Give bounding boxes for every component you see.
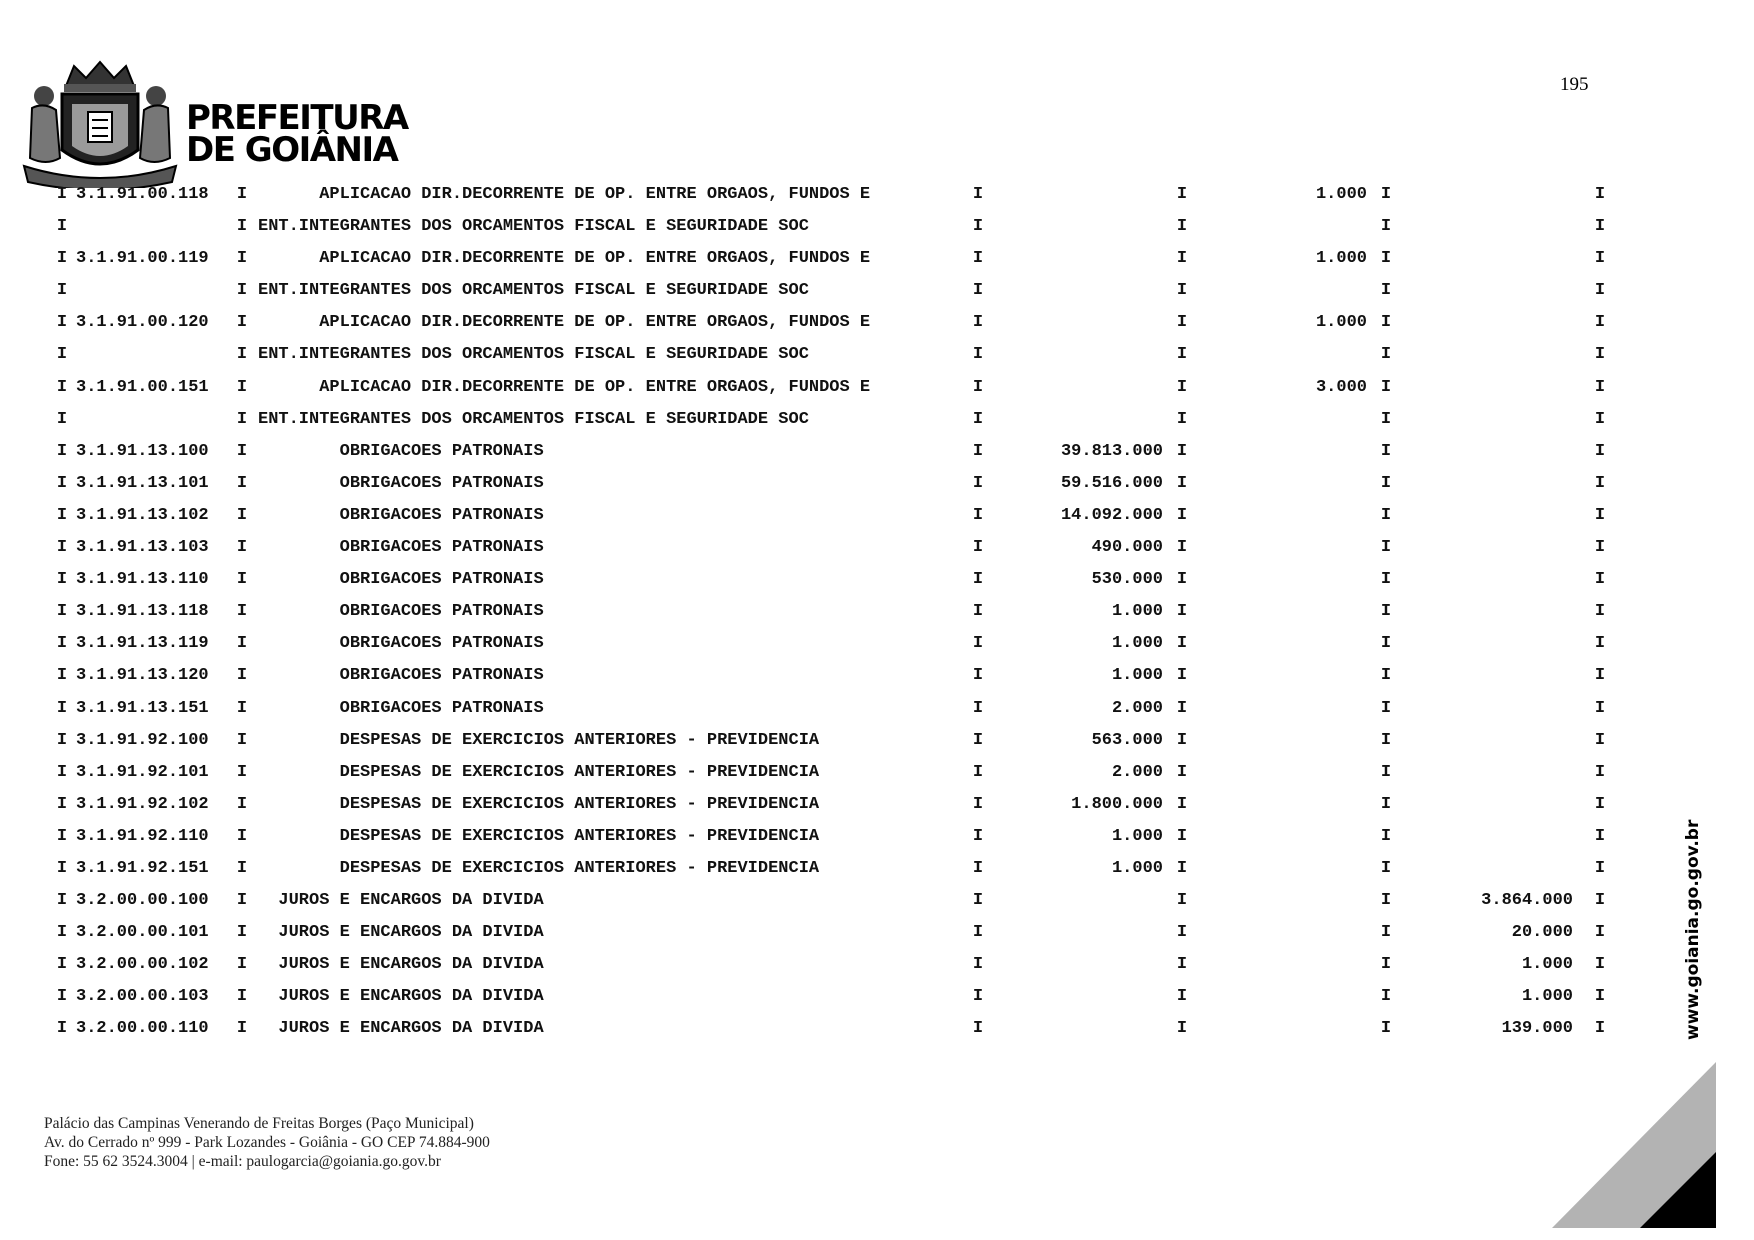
table-row (0, 344, 1754, 376)
column-separator: I (56, 1019, 68, 1039)
column-separator: I (1380, 891, 1392, 911)
value-column-2: 1.000 (1315, 249, 1367, 269)
value-column-1: 1.000 (1111, 634, 1163, 654)
account-description: OBRIGACOES PATRONAIS (258, 698, 544, 718)
column-separator: I (236, 634, 248, 654)
column-separator: I (1594, 794, 1606, 814)
table-row (0, 826, 1754, 858)
column-separator: I (1176, 698, 1188, 718)
column-separator: I (1594, 409, 1606, 429)
column-separator: I (1176, 923, 1188, 943)
column-separator: I (1594, 377, 1606, 397)
column-separator: I (56, 570, 68, 590)
column-separator: I (236, 730, 248, 750)
column-separator: I (1380, 858, 1392, 878)
column-separator: I (1594, 345, 1606, 365)
column-separator: I (1176, 281, 1188, 301)
column-separator: I (236, 345, 248, 365)
account-description: OBRIGACOES PATRONAIS (258, 505, 544, 525)
table-row (0, 665, 1754, 697)
account-description: APLICACAO DIR.DECORRENTE DE OP. ENTRE ORGAOS, FUNDOS E (258, 377, 871, 397)
prefeitura-logo (16, 58, 408, 188)
account-code: 3.1.91.13.101 (76, 473, 209, 493)
column-separator: I (972, 441, 984, 461)
footer-line-3: Fone: 55 62 3524.3004 | e-mail: paulogarcia@goiania.go.gov.br (44, 1153, 441, 1170)
column-separator: I (56, 891, 68, 911)
column-separator: I (1176, 473, 1188, 493)
table-row (0, 986, 1754, 1018)
footer-line-1: Palácio das Campinas Venerando de Freitas Borges (Paço Municipal) (44, 1115, 474, 1132)
column-separator: I (1380, 826, 1392, 846)
account-code: 3.2.00.00.100 (76, 891, 209, 911)
column-separator: I (972, 698, 984, 718)
column-separator: I (1176, 313, 1188, 333)
account-description: OBRIGACOES PATRONAIS (258, 666, 544, 686)
logo-line-2: DE GOIÂNIA (186, 130, 398, 170)
column-separator: I (1594, 313, 1606, 333)
column-separator: I (972, 505, 984, 525)
column-separator: I (972, 666, 984, 686)
column-separator: I (1594, 185, 1606, 204)
column-separator: I (56, 634, 68, 654)
value-column-3: 20.000 (1511, 923, 1573, 943)
column-separator: I (972, 313, 984, 333)
value-column-3: 1.000 (1521, 955, 1573, 975)
column-separator: I (972, 185, 984, 204)
table-row (0, 762, 1754, 794)
column-separator: I (1176, 762, 1188, 782)
column-separator: I (1176, 987, 1188, 1007)
column-separator: I (1594, 891, 1606, 911)
value-column-1: 2.000 (1111, 762, 1163, 782)
column-separator: I (1594, 634, 1606, 654)
column-separator: I (1380, 505, 1392, 525)
column-separator: I (236, 858, 248, 878)
value-column-1: 2.000 (1111, 698, 1163, 718)
column-separator: I (236, 923, 248, 943)
footer-address (44, 1114, 490, 1171)
column-separator: I (972, 634, 984, 654)
column-separator: I (56, 858, 68, 878)
column-separator: I (56, 826, 68, 846)
table-row (0, 280, 1754, 312)
column-separator: I (1380, 602, 1392, 622)
column-separator: I (1594, 473, 1606, 493)
value-column-2: 3.000 (1315, 377, 1367, 397)
table-row (0, 794, 1754, 826)
column-separator: I (972, 891, 984, 911)
table-row (0, 698, 1754, 730)
column-separator: I (1594, 923, 1606, 943)
column-separator: I (1594, 858, 1606, 878)
column-separator: I (972, 473, 984, 493)
column-separator: I (1594, 602, 1606, 622)
account-description: ENT.INTEGRANTES DOS ORCAMENTOS FISCAL E SEGURIDADE SOC (258, 281, 809, 301)
column-separator: I (236, 666, 248, 686)
column-separator: I (1380, 249, 1392, 269)
table-row (0, 248, 1754, 280)
value-column-2: 1.000 (1315, 185, 1367, 204)
column-separator: I (56, 377, 68, 397)
account-code: 3.1.91.92.100 (76, 730, 209, 750)
column-separator: I (56, 249, 68, 269)
column-separator: I (1176, 634, 1188, 654)
value-column-1: 39.813.000 (1060, 441, 1163, 461)
table-row (0, 730, 1754, 762)
column-separator: I (972, 377, 984, 397)
column-separator: I (56, 281, 68, 301)
column-separator: I (972, 858, 984, 878)
column-separator: I (972, 570, 984, 590)
column-separator: I (1380, 281, 1392, 301)
corner-decoration (1552, 1062, 1716, 1228)
column-separator: I (1380, 185, 1392, 204)
account-description: DESPESAS DE EXERCICIOS ANTERIORES - PREVIDENCIA (258, 762, 820, 782)
column-separator: I (972, 217, 984, 237)
column-separator: I (236, 281, 248, 301)
value-column-1: 1.000 (1111, 858, 1163, 878)
column-separator: I (1176, 345, 1188, 365)
table-row (0, 473, 1754, 505)
column-separator: I (236, 762, 248, 782)
column-separator: I (972, 794, 984, 814)
column-separator: I (56, 217, 68, 237)
account-description: ENT.INTEGRANTES DOS ORCAMENTOS FISCAL E SEGURIDADE SOC (258, 345, 809, 365)
column-separator: I (1380, 217, 1392, 237)
column-separator: I (1176, 730, 1188, 750)
column-separator: I (236, 602, 248, 622)
column-separator: I (236, 794, 248, 814)
table-row (0, 954, 1754, 986)
account-description: OBRIGACOES PATRONAIS (258, 602, 544, 622)
column-separator: I (972, 1019, 984, 1039)
value-column-1: 1.000 (1111, 826, 1163, 846)
value-column-1: 1.000 (1111, 666, 1163, 686)
column-separator: I (1594, 217, 1606, 237)
column-separator: I (236, 1019, 248, 1039)
column-separator: I (1176, 185, 1188, 204)
table-row (0, 858, 1754, 890)
account-code: 3.1.91.00.120 (76, 313, 209, 333)
account-code: 3.1.91.92.110 (76, 826, 209, 846)
account-description: APLICACAO DIR.DECORRENTE DE OP. ENTRE ORGAOS, FUNDOS E (258, 185, 871, 204)
column-separator: I (56, 698, 68, 718)
account-code: 3.1.91.13.120 (76, 666, 209, 686)
column-separator: I (1594, 987, 1606, 1007)
column-separator: I (1176, 794, 1188, 814)
column-separator: I (1594, 666, 1606, 686)
value-column-3: 3.864.000 (1481, 891, 1573, 911)
account-description: JUROS E ENCARGOS DA DIVIDA (258, 987, 544, 1007)
column-separator: I (56, 730, 68, 750)
column-separator: I (1380, 313, 1392, 333)
column-separator: I (972, 923, 984, 943)
column-separator: I (972, 730, 984, 750)
account-code: 3.1.91.13.118 (76, 602, 209, 622)
column-separator: I (1594, 762, 1606, 782)
value-column-1: 563.000 (1091, 730, 1163, 750)
column-separator: I (56, 987, 68, 1007)
value-column-2: 1.000 (1315, 313, 1367, 333)
column-separator: I (972, 602, 984, 622)
column-separator: I (1380, 538, 1392, 558)
column-separator: I (56, 923, 68, 943)
account-description: OBRIGACOES PATRONAIS (258, 570, 544, 590)
account-code: 3.1.91.92.151 (76, 858, 209, 878)
table-row (0, 184, 1754, 216)
column-separator: I (1380, 1019, 1392, 1039)
table-row (0, 1018, 1754, 1050)
account-code: 3.2.00.00.102 (76, 955, 209, 975)
account-code: 3.1.91.13.151 (76, 698, 209, 718)
account-description: OBRIGACOES PATRONAIS (258, 538, 544, 558)
column-separator: I (1594, 955, 1606, 975)
column-separator: I (1176, 505, 1188, 525)
column-separator: I (236, 826, 248, 846)
account-description: APLICACAO DIR.DECORRENTE DE OP. ENTRE ORGAOS, FUNDOS E (258, 313, 871, 333)
column-separator: I (1594, 441, 1606, 461)
account-description: DESPESAS DE EXERCICIOS ANTERIORES - PREVIDENCIA (258, 826, 820, 846)
column-separator: I (972, 249, 984, 269)
account-description: JUROS E ENCARGOS DA DIVIDA (258, 923, 544, 943)
column-separator: I (1176, 409, 1188, 429)
column-separator: I (56, 345, 68, 365)
column-separator: I (972, 987, 984, 1007)
column-separator: I (236, 505, 248, 525)
column-separator: I (1594, 730, 1606, 750)
logo-wordmark (186, 98, 408, 170)
value-column-1: 530.000 (1091, 570, 1163, 590)
column-separator: I (1176, 249, 1188, 269)
logo-line-1: PREFEITURA (186, 98, 408, 138)
website-url: www.goiania.go.gov.br (1683, 819, 1703, 1040)
column-separator: I (56, 666, 68, 686)
account-code: 3.1.91.00.151 (76, 377, 209, 397)
account-description: ENT.INTEGRANTES DOS ORCAMENTOS FISCAL E SEGURIDADE SOC (258, 409, 809, 429)
account-code: 3.1.91.00.119 (76, 249, 209, 269)
column-separator: I (1594, 826, 1606, 846)
table-row (0, 216, 1754, 248)
column-separator: I (1176, 826, 1188, 846)
column-separator: I (56, 185, 68, 204)
column-separator: I (1380, 923, 1392, 943)
column-separator: I (972, 538, 984, 558)
account-description: ENT.INTEGRANTES DOS ORCAMENTOS FISCAL E SEGURIDADE SOC (258, 217, 809, 237)
column-separator: I (1176, 538, 1188, 558)
column-separator: I (1176, 858, 1188, 878)
table-row (0, 537, 1754, 569)
column-separator: I (972, 826, 984, 846)
footer-line-2: Av. do Cerrado nº 999 - Park Lozandes - Goiânia - GO CEP 74.884-900 (44, 1134, 490, 1151)
account-description: JUROS E ENCARGOS DA DIVIDA (258, 891, 544, 911)
table-row (0, 633, 1754, 665)
column-separator: I (972, 955, 984, 975)
column-separator: I (56, 794, 68, 814)
column-separator: I (1594, 505, 1606, 525)
column-separator: I (1176, 217, 1188, 237)
column-separator: I (236, 409, 248, 429)
column-separator: I (1380, 794, 1392, 814)
account-code: 3.1.91.13.103 (76, 538, 209, 558)
account-code: 3.2.00.00.103 (76, 987, 209, 1007)
table-row (0, 441, 1754, 473)
column-separator: I (1380, 570, 1392, 590)
column-separator: I (1380, 345, 1392, 365)
column-separator: I (1380, 377, 1392, 397)
account-description: OBRIGACOES PATRONAIS (258, 634, 544, 654)
column-separator: I (236, 217, 248, 237)
column-separator: I (1176, 666, 1188, 686)
column-separator: I (1176, 1019, 1188, 1039)
column-separator: I (56, 602, 68, 622)
value-column-3: 139.000 (1501, 1019, 1573, 1039)
column-separator: I (1380, 634, 1392, 654)
column-separator: I (56, 762, 68, 782)
table-row (0, 312, 1754, 344)
account-description: OBRIGACOES PATRONAIS (258, 441, 544, 461)
column-separator: I (1594, 1019, 1606, 1039)
column-separator: I (1176, 570, 1188, 590)
table-row (0, 601, 1754, 633)
column-separator: I (56, 505, 68, 525)
account-code: 3.1.91.13.102 (76, 505, 209, 525)
column-separator: I (1594, 281, 1606, 301)
column-separator: I (236, 377, 248, 397)
column-separator: I (56, 473, 68, 493)
column-separator: I (56, 441, 68, 461)
account-code: 3.2.00.00.101 (76, 923, 209, 943)
column-separator: I (56, 409, 68, 429)
column-separator: I (1594, 538, 1606, 558)
page-number: 195 (1560, 74, 1589, 95)
column-separator: I (1380, 473, 1392, 493)
account-description: JUROS E ENCARGOS DA DIVIDA (258, 1019, 544, 1039)
column-separator: I (1176, 955, 1188, 975)
account-description: DESPESAS DE EXERCICIOS ANTERIORES - PREVIDENCIA (258, 794, 820, 814)
account-code: 3.1.91.00.118 (76, 185, 209, 204)
value-column-1: 59.516.000 (1060, 473, 1163, 493)
column-separator: I (56, 313, 68, 333)
account-code: 3.1.91.13.119 (76, 634, 209, 654)
column-separator: I (236, 249, 248, 269)
value-column-1: 14.092.000 (1060, 505, 1163, 525)
value-column-1: 490.000 (1091, 538, 1163, 558)
account-description: OBRIGACOES PATRONAIS (258, 473, 544, 493)
value-column-3: 1.000 (1521, 987, 1573, 1007)
table-row (0, 922, 1754, 954)
column-separator: I (972, 281, 984, 301)
column-separator: I (236, 987, 248, 1007)
value-column-1: 1.800.000 (1071, 794, 1163, 814)
column-separator: I (236, 955, 248, 975)
column-separator: I (236, 538, 248, 558)
column-separator: I (1380, 955, 1392, 975)
table-row (0, 569, 1754, 601)
column-separator: I (1176, 441, 1188, 461)
account-description: DESPESAS DE EXERCICIOS ANTERIORES - PREVIDENCIA (258, 730, 820, 750)
column-separator: I (56, 538, 68, 558)
column-separator: I (236, 570, 248, 590)
account-code: 3.1.91.13.110 (76, 570, 209, 590)
column-separator: I (1176, 377, 1188, 397)
column-separator: I (1176, 602, 1188, 622)
column-separator: I (1380, 698, 1392, 718)
table-row (0, 505, 1754, 537)
column-separator: I (1380, 762, 1392, 782)
city-coat-of-arms-icon (16, 58, 184, 188)
column-separator: I (1380, 987, 1392, 1007)
column-separator: I (1380, 441, 1392, 461)
column-separator: I (972, 409, 984, 429)
column-separator: I (236, 891, 248, 911)
column-separator: I (1380, 666, 1392, 686)
column-separator: I (1594, 698, 1606, 718)
value-column-1: 1.000 (1111, 602, 1163, 622)
column-separator: I (236, 698, 248, 718)
column-separator: I (1594, 570, 1606, 590)
account-code: 3.1.91.92.101 (76, 762, 209, 782)
account-description: JUROS E ENCARGOS DA DIVIDA (258, 955, 544, 975)
column-separator: I (1594, 249, 1606, 269)
table-row (0, 890, 1754, 922)
column-separator: I (236, 185, 248, 204)
column-separator: I (972, 345, 984, 365)
column-separator: I (972, 762, 984, 782)
account-description: APLICACAO DIR.DECORRENTE DE OP. ENTRE ORGAOS, FUNDOS E (258, 249, 871, 269)
column-separator: I (1176, 891, 1188, 911)
column-separator: I (1380, 730, 1392, 750)
table-row (0, 409, 1754, 441)
column-separator: I (236, 473, 248, 493)
account-code: 3.1.91.13.100 (76, 441, 209, 461)
account-code: 3.1.91.92.102 (76, 794, 209, 814)
column-separator: I (1380, 409, 1392, 429)
column-separator: I (236, 441, 248, 461)
column-separator: I (56, 955, 68, 975)
account-description: DESPESAS DE EXERCICIOS ANTERIORES - PREVIDENCIA (258, 858, 820, 878)
account-code: 3.2.00.00.110 (76, 1019, 209, 1039)
column-separator: I (236, 313, 248, 333)
table-row (0, 377, 1754, 409)
budget-ledger (0, 184, 1754, 1051)
